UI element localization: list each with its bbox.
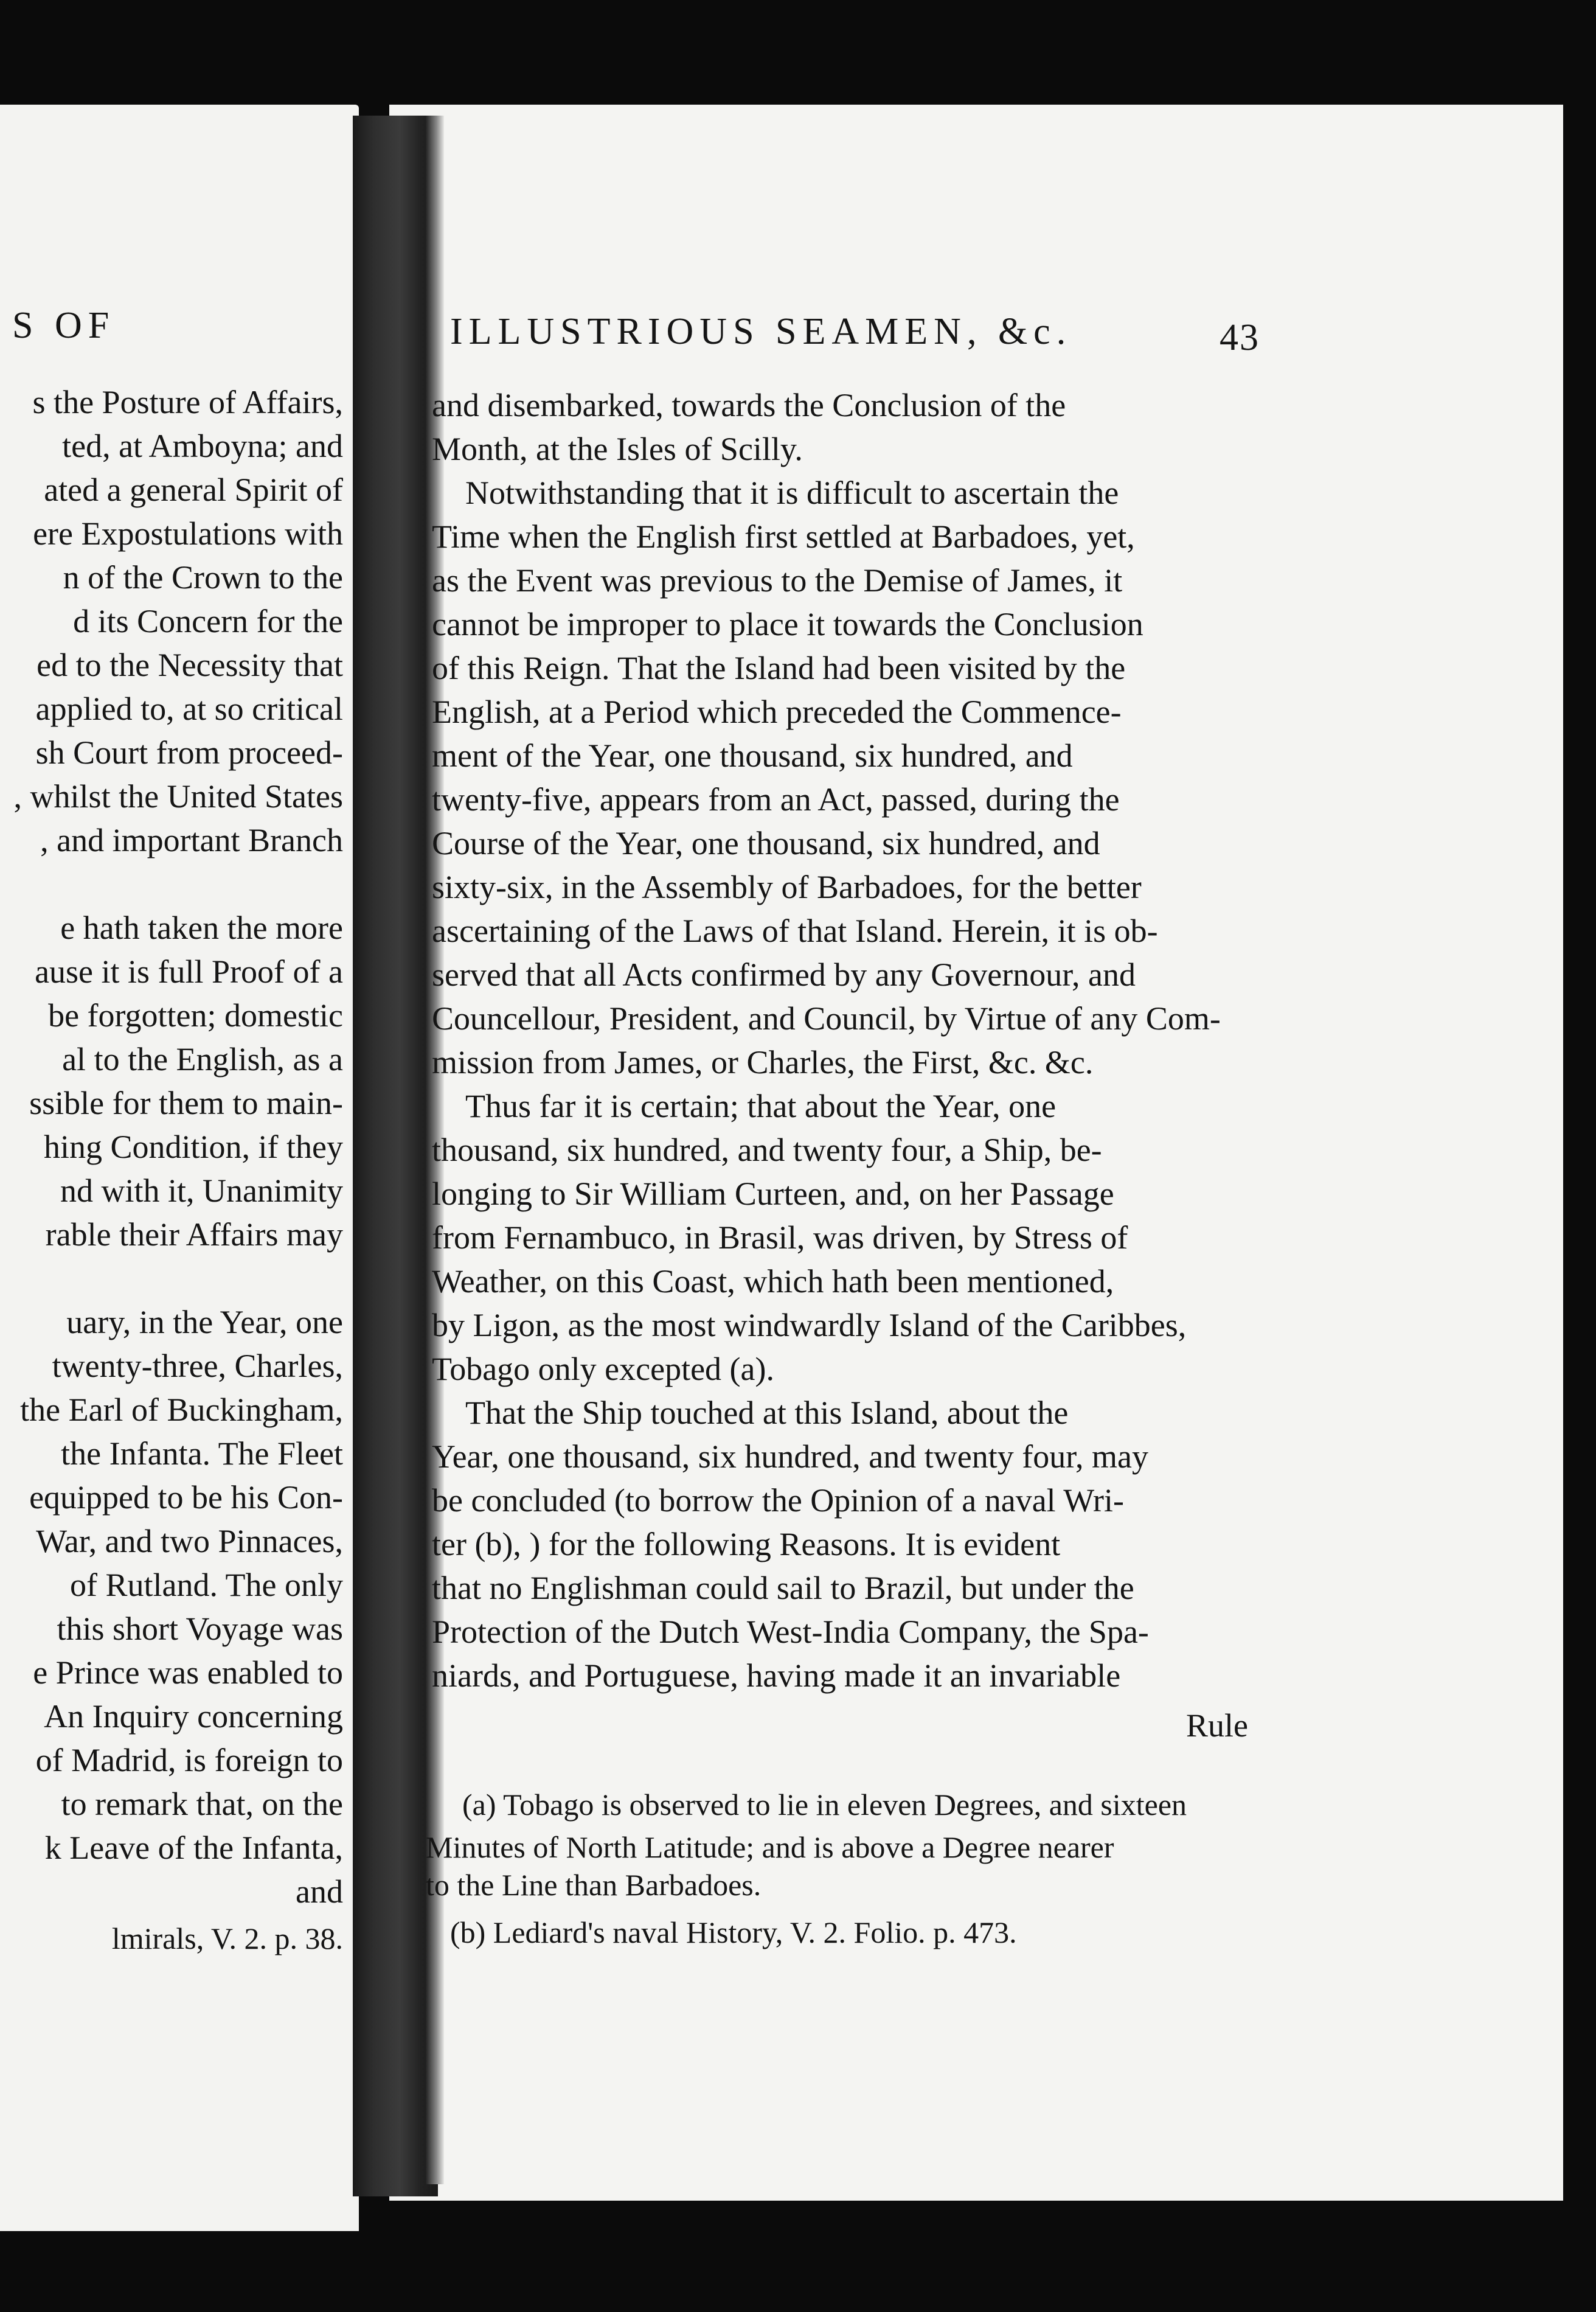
left-page-line: equipped to be his Con-: [29, 1479, 343, 1516]
body-text-line: that no Englishman could sail to Brazil, but under the: [432, 1570, 1134, 1606]
body-text-line: Thus far it is certain; that about the Year, one: [465, 1088, 1056, 1124]
left-page-line: al to the English, as a: [62, 1041, 343, 1078]
left-page-line: the Infanta. The Fleet: [61, 1435, 343, 1472]
left-page-line: and: [296, 1873, 343, 1910]
left-page-line: ere Expostulations with: [33, 515, 343, 552]
body-text-line: Councellour, President, and Council, by Virtue of any Com-: [432, 1000, 1221, 1037]
left-page-line: to remark that, on the: [61, 1786, 343, 1822]
left-page-footnote: lmirals, V. 2. p. 38.: [111, 1921, 343, 1955]
left-page-line: War, and two Pinnaces,: [36, 1523, 343, 1559]
body-text-line: served that all Acts confirmed by any Governour, and: [432, 956, 1136, 993]
body-text-line: niards, and Portuguese, having made it an invariable: [432, 1657, 1121, 1694]
body-text-line: Weather, on this Coast, which hath been mentioned,: [432, 1263, 1114, 1300]
body-text-line: cannot be improper to place it towards the Conclusion: [432, 606, 1143, 642]
body-text-line: mission from James, or Charles, the First, &c. &c.: [432, 1044, 1094, 1081]
left-page-line: ause it is full Proof of a: [35, 953, 343, 990]
left-page-line: s the Posture of Affairs,: [32, 384, 343, 420]
left-page-line: this short Voyage was: [57, 1610, 343, 1647]
left-page-line: e hath taken the more: [60, 910, 343, 946]
footnote-line: to the Line than Barbadoes.: [426, 1868, 762, 1902]
left-page-line: An Inquiry concerning: [44, 1698, 343, 1735]
running-header: ILLUSTRIOUS SEAMEN, &c.: [450, 311, 1072, 352]
left-page-line: k Leave of the Infanta,: [44, 1830, 343, 1866]
left-page-line: ssible for them to main-: [29, 1085, 343, 1121]
body-text-line: ter (b), ) for the following Reasons. It is evident: [432, 1526, 1061, 1562]
left-page-header: S OF: [12, 305, 116, 346]
left-page-line: ed to the Necessity that: [36, 647, 343, 683]
book-gutter-shadow: [353, 116, 438, 2196]
catchword: Rule: [1186, 1707, 1248, 1744]
left-page-line: be forgotten; domestic: [48, 997, 343, 1034]
left-page-line: , and important Branch: [40, 822, 343, 858]
left-page-line: d its Concern for the: [73, 603, 343, 639]
body-text-line: from Fernambuco, in Brasil, was driven, by Stress of: [432, 1219, 1128, 1256]
left-page-line: nd with it, Unanimity: [60, 1172, 343, 1209]
body-text-line: ment of the Year, one thousand, six hundred, and: [432, 737, 1073, 774]
body-text-line: as the Event was previous to the Demise of James, it: [432, 562, 1123, 599]
body-text-line: longing to Sir William Curteen, and, on her Passage: [432, 1175, 1114, 1212]
left-page-line: ated a general Spirit of: [44, 472, 343, 508]
left-page-line: n of the Crown to the: [63, 559, 343, 596]
body-text-line: ascertaining of the Laws of that Island. Herein, it is ob-: [432, 913, 1158, 949]
footnote-line: (b) Lediard's naval History, V. 2. Folio. p. 473.: [450, 1915, 1017, 1949]
body-text-line: and disembarked, towards the Conclusion of the: [432, 387, 1066, 423]
left-page-line: sh Court from proceed-: [35, 734, 343, 771]
body-text-line: That the Ship touched at this Island, about the: [465, 1395, 1069, 1431]
body-text-line: English, at a Period which preceded the Commence-: [432, 694, 1122, 730]
left-page-line: hing Condition, if they: [44, 1129, 343, 1165]
body-text-line: Year, one thousand, six hundred, and twenty four, may: [432, 1438, 1148, 1475]
left-page-line: ted, at Amboyna; and: [62, 428, 343, 464]
footnote-line: (a) Tobago is observed to lie in eleven Degrees, and sixteen: [462, 1788, 1187, 1822]
body-text-line: by Ligon, as the most windwardly Island of the Caribbes,: [432, 1307, 1187, 1343]
body-text-line: Time when the English first settled at Barbadoes, yet,: [432, 518, 1135, 555]
body-text-line: be concluded (to borrow the Opinion of a naval Wri-: [432, 1482, 1124, 1519]
left-page-line: twenty-three, Charles,: [52, 1348, 343, 1384]
left-page-line: the Earl of Buckingham,: [20, 1391, 343, 1428]
body-text-line: Notwithstanding that it is difficult to ascertain the: [465, 475, 1119, 511]
body-text-line: Protection of the Dutch West-India Company, the Spa-: [432, 1614, 1149, 1650]
body-text-line: twenty-five, appears from an Act, passed, during the: [432, 781, 1120, 818]
body-text-line: thousand, six hundred, and twenty four, a Ship, be-: [432, 1132, 1102, 1168]
left-page-line: e Prince was enabled to: [33, 1654, 343, 1691]
footnote-line: Minutes of North Latitude; and is above a Degree nearer: [426, 1830, 1114, 1864]
body-text-line: Course of the Year, one thousand, six hundred, and: [432, 825, 1100, 862]
body-text-line: Tobago only excepted (a).: [432, 1351, 774, 1387]
left-page-line: rable their Affairs may: [45, 1216, 343, 1253]
left-page-line: uary, in the Year, one: [66, 1304, 343, 1340]
body-text-line: of this Reign. That the Island had been visited by the: [432, 650, 1126, 686]
body-text-line: sixty-six, in the Assembly of Barbadoes, for the better: [432, 869, 1142, 905]
left-page-line: , whilst the United States: [13, 778, 343, 815]
page-number: 43: [1220, 317, 1260, 358]
left-page-line: applied to, at so critical: [35, 691, 343, 727]
left-page-line: of Madrid, is foreign to: [35, 1742, 343, 1778]
left-page-line: of Rutland. The only: [70, 1567, 343, 1603]
body-text-line: Month, at the Isles of Scilly.: [432, 431, 803, 467]
